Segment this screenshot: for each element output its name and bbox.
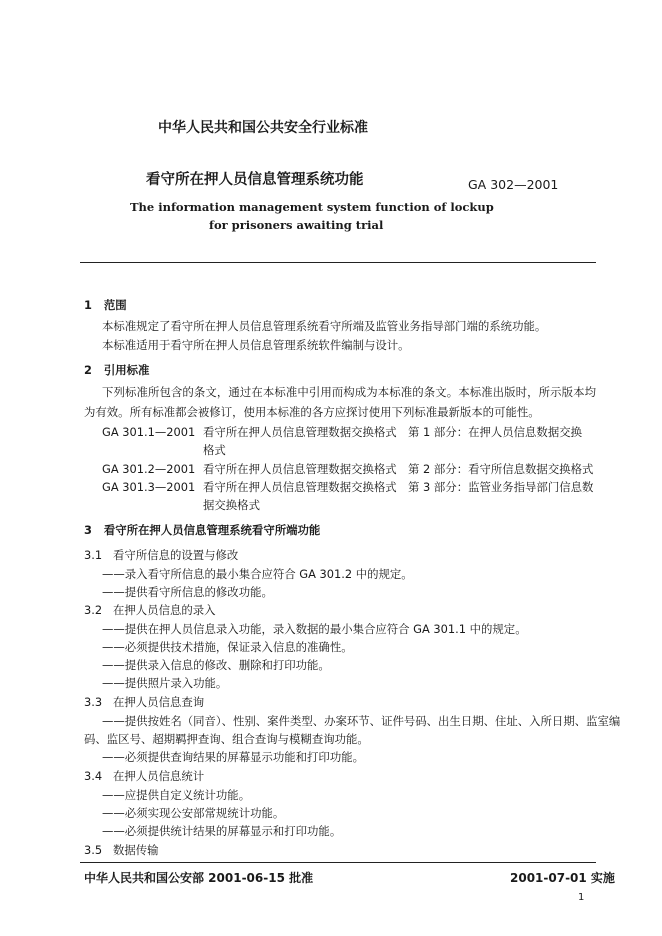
- subsection-3-1-title: 看守所信息的设置与修改: [113, 548, 239, 562]
- subsection-3-2-item: ——提供照片录入功能。: [102, 676, 228, 690]
- subsection-3-1-heading: [84, 547, 238, 563]
- subsection-3-5-heading: [84, 842, 159, 858]
- section-1-heading: [84, 297, 127, 313]
- reference-2-title-line1: 看守所在押人员信息管理数据交换格式 第 2 部分：看守所信息数据交换格式: [203, 462, 594, 476]
- section-3-title: 看守所在押人员信息管理系统看守所端功能: [103, 523, 321, 537]
- subsection-3-4-item: ——必须提供统计结果的屏幕显示和打印功能。: [102, 824, 342, 838]
- reference-3-title-line2: 据交换格式: [203, 498, 260, 512]
- subsection-3-3-heading: [84, 694, 204, 710]
- subsection-3-2-item: ——必须提供技术措施，保证录入信息的准确性。: [102, 640, 353, 654]
- approval-date: 中华人民共和国公安部 2001-06-15 批准: [84, 871, 314, 885]
- effective-date: 2001-07-01 实施: [510, 871, 615, 885]
- subsection-3-5-number: 3.5: [84, 843, 103, 857]
- reference-1-code: GA 301.1—2001: [102, 425, 196, 439]
- subsection-3-4-title: 在押人员信息统计: [113, 769, 205, 783]
- page-number: 1: [578, 892, 585, 903]
- subsection-3-1-number: 3.1: [84, 548, 103, 562]
- subsection-3-3-item-line2: 码、监区号、超期羁押查询、组合查询与模糊查询功能。: [84, 732, 369, 746]
- subsection-3-3-item: ——必须提供查询结果的屏幕显示功能和打印功能。: [102, 750, 364, 764]
- section-3-heading: [84, 522, 320, 538]
- section-2-paragraph-line1: 下列标准所包含的条文，通过在本标准中引用而构成为本标准的条文。本标准出版时，所示版本均: [102, 385, 597, 399]
- subsection-3-4-item: ——应提供自定义统计功能。: [102, 788, 251, 802]
- section-3-number: 3: [84, 523, 92, 537]
- section-1-number: 1: [84, 298, 92, 312]
- subsection-3-2-item: ——提供录入信息的修改、删除和打印功能。: [102, 658, 330, 672]
- subsection-3-2-title: 在押人员信息的录入: [113, 603, 216, 617]
- section-1-paragraph-2: 本标准适用于看守所在押人员信息管理系统软件编制与设计。: [102, 338, 410, 352]
- standard-number: GA 302—2001: [468, 177, 559, 192]
- subsection-3-4-item: ——必须实现公安部常规统计功能。: [102, 806, 285, 820]
- section-2-title: 引用标准: [103, 363, 150, 377]
- subsection-3-2-number: 3.2: [84, 603, 103, 617]
- subsection-3-4-number: 3.4: [84, 769, 103, 783]
- section-2-heading: [84, 362, 149, 378]
- section-1-paragraph-1: 本标准规定了看守所在押人员信息管理系统看守所端及监管业务指导部门端的系统功能。: [102, 319, 547, 333]
- subsection-3-2-heading: [84, 602, 216, 618]
- header-divider: [80, 262, 596, 263]
- document-title-en-line1: The information management system function of lockup: [130, 200, 494, 214]
- reference-3-code: GA 301.3—2001: [102, 480, 196, 494]
- subsection-3-5-title: 数据传输: [113, 843, 159, 857]
- document-title-en-line2: for prisoners awaiting trial: [209, 218, 384, 232]
- subsection-3-2-item: ——提供在押人员信息录入功能，录入数据的最小集合应符合 GA 301.1 中的规定。: [102, 622, 527, 636]
- reference-2-code: GA 301.2—2001: [102, 462, 196, 476]
- subsection-3-1-item: ——录入看守所信息的最小集合应符合 GA 301.2 中的规定。: [102, 567, 413, 581]
- document-title-cn: 看守所在押人员信息管理系统功能: [146, 172, 364, 188]
- reference-1-title-line1: 看守所在押人员信息管理数据交换格式 第 1 部分：在押人员信息数据交换: [203, 425, 582, 439]
- subsection-3-3-item-line1: ——提供按姓名（同音）、性别、案件类型、办案环节、证件号码、出生日期、住址、入所日期、监室编: [102, 714, 621, 728]
- subsection-3-3-number: 3.3: [84, 695, 103, 709]
- section-1-title: 范围: [103, 298, 127, 312]
- section-2-number: 2: [84, 363, 92, 377]
- reference-3-title-line1: 看守所在押人员信息管理数据交换格式 第 3 部分：监管业务指导部门信息数: [203, 480, 594, 494]
- industry-standard-label: 中华人民共和国公共安全行业标准: [158, 120, 368, 136]
- subsection-3-1-item: ——提供看守所信息的修改功能。: [102, 585, 273, 599]
- footer-divider: [80, 862, 596, 863]
- reference-1-title-line2: 格式: [203, 443, 226, 457]
- section-2-paragraph-line2: 为有效。所有标准都会被修订，使用本标准的各方应探讨使用下列标准最新版本的可能性。: [84, 405, 540, 419]
- subsection-3-3-title: 在押人员信息查询: [113, 695, 205, 709]
- subsection-3-4-heading: [84, 768, 204, 784]
